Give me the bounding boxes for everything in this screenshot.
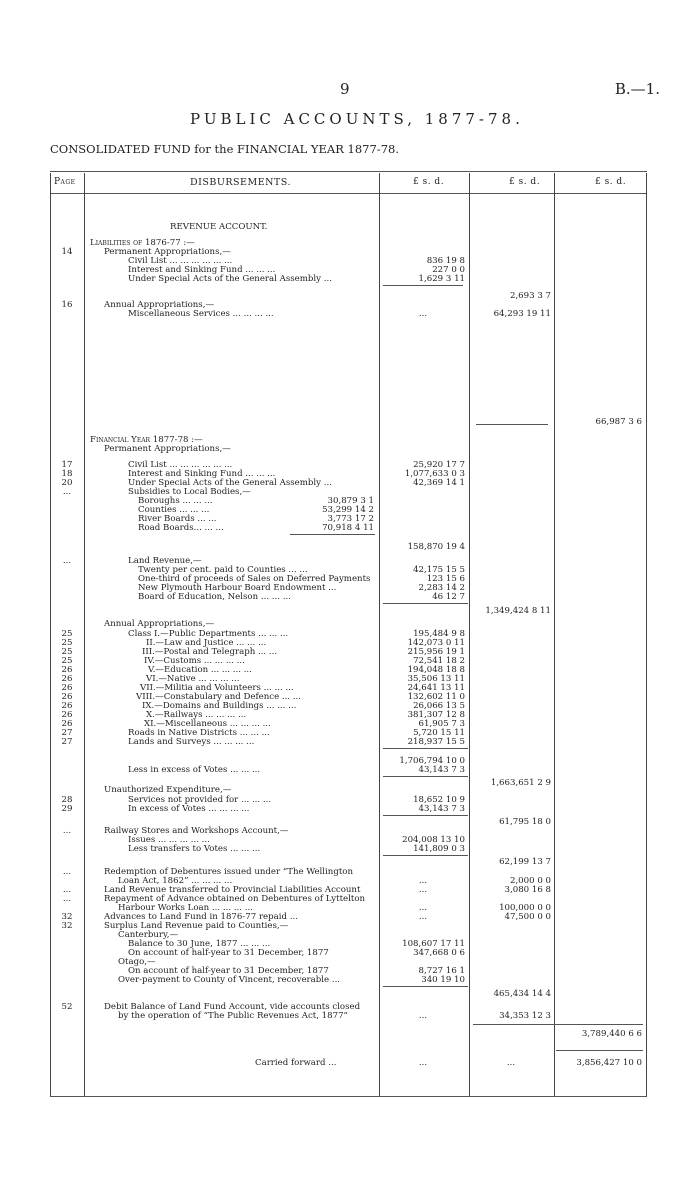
page-ref: 26 [61, 710, 73, 720]
row-label: Redemption of Debentures issued under “The Wellington [104, 867, 354, 877]
amount-col2: 1,663,651 2 9 [490, 778, 551, 788]
row-label: XI.—Miscellaneous ... ... ... ... [144, 719, 271, 729]
page-ref: 32 [61, 912, 73, 922]
page-ref: 26 [61, 674, 73, 684]
row-label: Balance to 30 June, 1877 ... ... ... [128, 939, 271, 949]
row-label: Carried forward ... [255, 1058, 337, 1068]
page-number: 9 [340, 80, 350, 98]
amount-col1: 132,602 11 0 [407, 692, 465, 702]
row-label: III.—Postal and Telegraph ... ... [142, 647, 278, 657]
row-label: Otago,— [118, 957, 156, 967]
row-label: Interest and Sinking Fund ... ... ... [128, 265, 276, 275]
page-ref: 17 [61, 460, 73, 470]
row-label: Annual Appropriations,— [104, 619, 215, 629]
col-header-c3: £ s. d. [595, 177, 627, 187]
row-label: Twenty per cent. paid to Counties ... ... [138, 565, 308, 575]
page-ref: ... [62, 894, 72, 904]
subsidy-amount: 3,773 17 2 [327, 514, 374, 524]
amount-col2: 61,795 18 0 [499, 817, 551, 827]
amount-col1: 5,720 15 11 [413, 728, 465, 738]
document-code: B.—1. [614, 80, 660, 98]
subtotal-rule [383, 603, 468, 604]
subsidy-amount: 30,879 3 1 [327, 496, 374, 506]
amount-col1: ... [418, 1011, 428, 1021]
row-label: Land Revenue transferred to Provincial Liabilities Account [104, 885, 361, 895]
page-ref: ... [62, 556, 72, 566]
row-label: by the operation of “The Public Revenues Act, 1877” [118, 1011, 348, 1021]
row-label: On account of half-year to 31 December, 1877 [128, 966, 329, 976]
row-label: Counties ... ... ... [138, 505, 210, 515]
page-ref: 32 [61, 921, 73, 931]
amount-col1: ... [418, 309, 428, 319]
row-label: Loan Act, 1862” ... ... ... ... [118, 876, 233, 886]
amount-col1: ... [418, 912, 428, 922]
subtotal-rule [473, 1024, 643, 1025]
page-ref: ... [62, 885, 72, 895]
subtotal-rule [476, 424, 548, 425]
subtotal-rule [383, 986, 468, 987]
col-rule-right [646, 173, 647, 1096]
amount-col2: 1,349,424 8 11 [485, 606, 551, 616]
row-label: Boroughs ... ... ... [138, 496, 213, 506]
col-rule-left [50, 173, 51, 1096]
row-label: Harbour Works Loan ... ... ... ... [118, 903, 253, 913]
amount-col1: 1,629 3 11 [418, 274, 465, 284]
amount-col1: 123 15 6 [426, 574, 465, 584]
page-ref: 25 [61, 638, 73, 648]
page-ref: ... [62, 867, 72, 877]
row-label: VIII.—Constabulary and Defence ... ... [136, 692, 302, 702]
subtotal-rule [556, 1050, 643, 1051]
amount-col1: 204,008 13 10 [402, 835, 465, 845]
row-label: Under Special Acts of the General Assembly ... [128, 274, 332, 284]
amount-col1: ... [418, 885, 428, 895]
amount-col1: 1,077,633 0 3 [404, 469, 465, 479]
row-label: Under Special Acts of the General Assembly ... [128, 478, 332, 488]
row-label: Issues ... ... ... ... ... [128, 835, 210, 845]
amount-col1: 72,541 18 2 [413, 656, 465, 666]
row-label: Debit Balance of Land Fund Account, vide accounts closed [104, 1002, 361, 1012]
row-label: Surplus Land Revenue paid to Counties,— [104, 921, 289, 931]
page-ref: 27 [61, 737, 73, 747]
page-ref: ... [62, 487, 72, 497]
col-rule-c1 [379, 173, 380, 1096]
row-label: One-third of proceeds of Sales on Deferred Payments [138, 574, 371, 584]
row-label: Less in excess of Votes ... ... ... [128, 765, 261, 775]
amount-col1: 26,066 13 5 [413, 701, 465, 711]
row-label: Advances to Land Fund in 1876-77 repaid ... [104, 912, 298, 922]
page-ref: 25 [61, 647, 73, 657]
page-ref: 14 [61, 247, 73, 257]
row-label: IX.—Domains and Buildings ... ... ... [142, 701, 297, 711]
page-ref: 27 [61, 728, 73, 738]
subtotal-rule [383, 815, 468, 816]
amount-col1: ... [418, 876, 428, 886]
col-rule-c3 [554, 173, 555, 1096]
row-label: V.—Education ... ... ... ... [148, 665, 252, 675]
amount-col1: 18,652 10 9 [413, 795, 465, 805]
amount-col2: 2,693 3 7 [509, 291, 551, 301]
amount-col1: 340 19 10 [421, 975, 465, 985]
amount-col1: 347,668 0 6 [413, 948, 465, 958]
amount-col1: 141,809 0 3 [413, 844, 465, 854]
row-label: New Plymouth Harbour Board Endowment ... [138, 583, 337, 593]
page-ref: 18 [61, 469, 73, 479]
amount-col1: 24,641 13 11 [407, 683, 465, 693]
row-label: Subsidies to Local Bodies,— [128, 487, 251, 497]
row-label: Railway Stores and Workshops Account,— [104, 826, 289, 836]
subtotal-rule [383, 776, 468, 777]
row-label: Financial Year 1877-78 :— [90, 435, 203, 445]
row-label: Lands and Surveys ... ... ... ... [128, 737, 255, 747]
col-header-c1: £ s. d. [413, 177, 445, 187]
row-label: Board of Education, Nelson ... ... ... [138, 592, 291, 602]
col-header-c2: £ s. d. [509, 177, 541, 187]
col-rule-c2 [469, 173, 470, 1096]
row-label: X.—Railways ... ... ... ... [146, 710, 247, 720]
table-top-border [50, 171, 647, 172]
page-ref: 26 [61, 701, 73, 711]
amount-col1: 227 0 0 [432, 265, 465, 275]
amount-col1: ... [418, 1058, 428, 1068]
page-ref: 25 [61, 656, 73, 666]
amount-col1: ... [418, 903, 428, 913]
row-label: Roads in Native Districts ... ... ... [128, 728, 270, 738]
page-ref: 26 [61, 683, 73, 693]
row-label: IV.—Customs ... ... ... ... [144, 656, 245, 666]
page-ref: 25 [61, 629, 73, 639]
row-label: Civil List ... ... ... ... ... ... [128, 460, 233, 470]
row-label: II.—Law and Justice ... ... ... [146, 638, 267, 648]
amount-col2: ... [506, 1058, 516, 1068]
row-label: REVENUE ACCOUNT. [170, 222, 268, 232]
amount-col1: 42,369 14 1 [413, 478, 465, 488]
row-label: Interest and Sinking Fund ... ... ... [128, 469, 276, 479]
row-label: Unauthorized Expenditure,— [104, 785, 232, 795]
amount-col3: 3,789,440 6 6 [581, 1029, 642, 1039]
row-label: Civil List ... ... ... ... ... ... [128, 256, 233, 266]
row-label: Services not provided for ... ... ... [128, 795, 272, 805]
amount-col1: 2,283 14 2 [418, 583, 465, 593]
amount-col1: 25,920 17 7 [413, 460, 465, 470]
row-label: Miscellaneous Services ... ... ... ... [128, 309, 274, 319]
amount-col1: 46 12 7 [432, 592, 465, 602]
page-ref: ... [62, 826, 72, 836]
amount-col1: 194,048 18 8 [407, 665, 465, 675]
amount-col1: 195,484 9 8 [413, 629, 465, 639]
header-rule [50, 193, 647, 194]
amount-col1: 43,143 7 3 [418, 804, 465, 814]
amount-col2: 3,080 16 8 [504, 885, 551, 895]
row-label: VI.—Native ... ... ... ... [146, 674, 240, 684]
row-label: Less transfers to Votes ... ... ... [128, 844, 261, 854]
page-ref: 28 [61, 795, 73, 805]
amount-col1: 43,143 7 3 [418, 765, 465, 775]
amount-col3: 66,987 3 6 [595, 417, 642, 427]
page-ref: 20 [61, 478, 73, 488]
row-label: In excess of Votes ... ... ... ... [128, 804, 250, 814]
subsidy-amount: 53,299 14 2 [322, 505, 374, 515]
row-label: Over-payment to County of Vincent, recoverable ... [118, 975, 341, 985]
amount-col2: 465,434 14 4 [493, 989, 551, 999]
row-label: VII.—Militia and Volunteers ... ... ... [140, 683, 294, 693]
amount-col1: 61,905 7 3 [418, 719, 465, 729]
table-bottom-border [50, 1096, 647, 1097]
page-subtitle: CONSOLIDATED FUND for the FINANCIAL YEAR 1877-78. [50, 142, 399, 156]
col-header-page: Page [54, 177, 76, 187]
subtotal-rule [383, 748, 468, 749]
page-ref: 52 [61, 1002, 73, 1012]
amount-col2: 47,500 0 0 [504, 912, 551, 922]
subtotal-rule [383, 855, 468, 856]
col-header-disbursements: DISBURSEMENTS. [190, 177, 291, 188]
amount-col1: 42,175 15 5 [413, 565, 465, 575]
row-label: Canterbury,— [118, 930, 179, 940]
row-label: Permanent Appropriations,— [104, 444, 231, 454]
page-title: PUBLIC ACCOUNTS, 1877-78. [190, 110, 524, 128]
row-label: River Boards ... ... [138, 514, 217, 524]
row-label: Annual Appropriations,— [104, 300, 215, 310]
amount-col1: 108,607 17 11 [402, 939, 465, 949]
row-label: Road Boards... ... ... [138, 523, 224, 533]
amount-col1: 836 19 8 [426, 256, 465, 266]
amount-col1: 1,706,794 10 0 [399, 756, 465, 766]
amount-col1: 158,870 19 4 [407, 542, 465, 552]
row-label: Permanent Appropriations,— [104, 247, 231, 257]
amount-col1: 8,727 16 1 [418, 966, 465, 976]
page-ref: 29 [61, 804, 73, 814]
subsidy-amount: 70,918 4 11 [322, 523, 374, 533]
amount-col1: 381,307 12 8 [407, 710, 465, 720]
amount-col1: 215,956 19 1 [407, 647, 465, 657]
row-label: Class I.—Public Departments ... ... ... [128, 629, 289, 639]
amount-col2: 2,000 0 0 [509, 876, 551, 886]
row-label: Land Revenue,— [128, 556, 202, 566]
row-label: Repayment of Advance obtained on Debentures of Lyttelton [104, 894, 366, 904]
col-rule-page [84, 173, 85, 1096]
row-label: Liabilities of 1876-77 :— [90, 238, 195, 248]
amount-col2: 100,000 0 0 [499, 903, 551, 913]
amount-col1: 142,073 0 11 [407, 638, 465, 648]
amount-col2: 34,353 12 3 [499, 1011, 551, 1021]
page-ref: 26 [61, 719, 73, 729]
amount-col2: 62,199 13 7 [499, 857, 551, 867]
amount-col1: 218,937 15 5 [407, 737, 465, 747]
amount-col1: 35,506 13 11 [407, 674, 465, 684]
page-ref: 26 [61, 665, 73, 675]
amount-col3: 3,856,427 10 0 [576, 1058, 642, 1068]
amount-col2: 64,293 19 11 [493, 309, 551, 319]
subtotal-rule [290, 534, 375, 535]
subtotal-rule [383, 285, 463, 286]
page-ref: 26 [61, 692, 73, 702]
row-label: On account of half-year to 31 December, 1877 [128, 948, 329, 958]
page-ref: 16 [61, 300, 73, 310]
